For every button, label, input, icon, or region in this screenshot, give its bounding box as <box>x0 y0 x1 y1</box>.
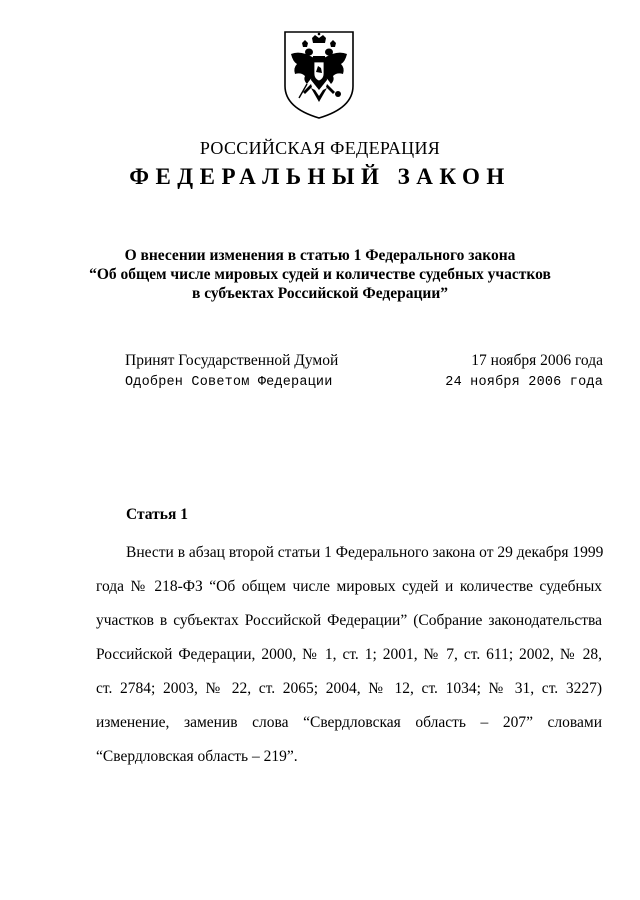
law-title <box>0 246 640 303</box>
document-type: ФЕДЕРАЛЬНЫЙ ЗАКОН <box>129 164 511 189</box>
duma-adoption-row <box>125 350 603 372</box>
article-heading: Статья 1 <box>126 506 188 523</box>
adoption-block <box>125 350 603 394</box>
council-approval-row <box>125 372 603 394</box>
duma-date: 17 ноября 2006 года <box>471 352 603 369</box>
council-date: 24 ноября 2006 года <box>445 375 603 390</box>
law-title-line: “Об общем числе мировых судей и количестве судебных участков <box>89 266 551 283</box>
country-name: РОССИЙСКАЯ ФЕДЕРАЦИЯ <box>199 138 441 158</box>
article-line: года № 218-ФЗ “Об общем числе мировых судей и количестве судебных <box>96 578 602 595</box>
article-line: участков в субъектах Российской Федерации” (Собрание законодательства <box>96 612 602 629</box>
article-body <box>96 536 602 774</box>
law-title-line: в субъектах Российской Федерации” <box>191 285 449 302</box>
article-line: ст. 2784; 2003, № 22, ст. 2065; 2004, № 12, ст. 1034; № 31, ст. 3227) <box>96 680 602 697</box>
article-line: Внести в абзац второй статьи 1 Федерального закона от 29 декабря 1999 <box>126 544 604 561</box>
duma-label: Принят Государственной Думой <box>125 352 339 369</box>
law-title-line: О внесении изменения в статью 1 Федерального закона <box>124 247 516 264</box>
article-line: Российской Федерации, 2000, № 1, ст. 1; 2001, № 7, ст. 611; 2002, № 28, <box>96 646 602 663</box>
article-line: “Свердловская область – 219”. <box>96 748 298 765</box>
article-line: изменение, заменив слова “Свердловская область – 207” словами <box>96 714 602 731</box>
coat-of-arms-emblem <box>281 28 357 122</box>
council-label: Одобрен Советом Федерации <box>125 375 333 390</box>
